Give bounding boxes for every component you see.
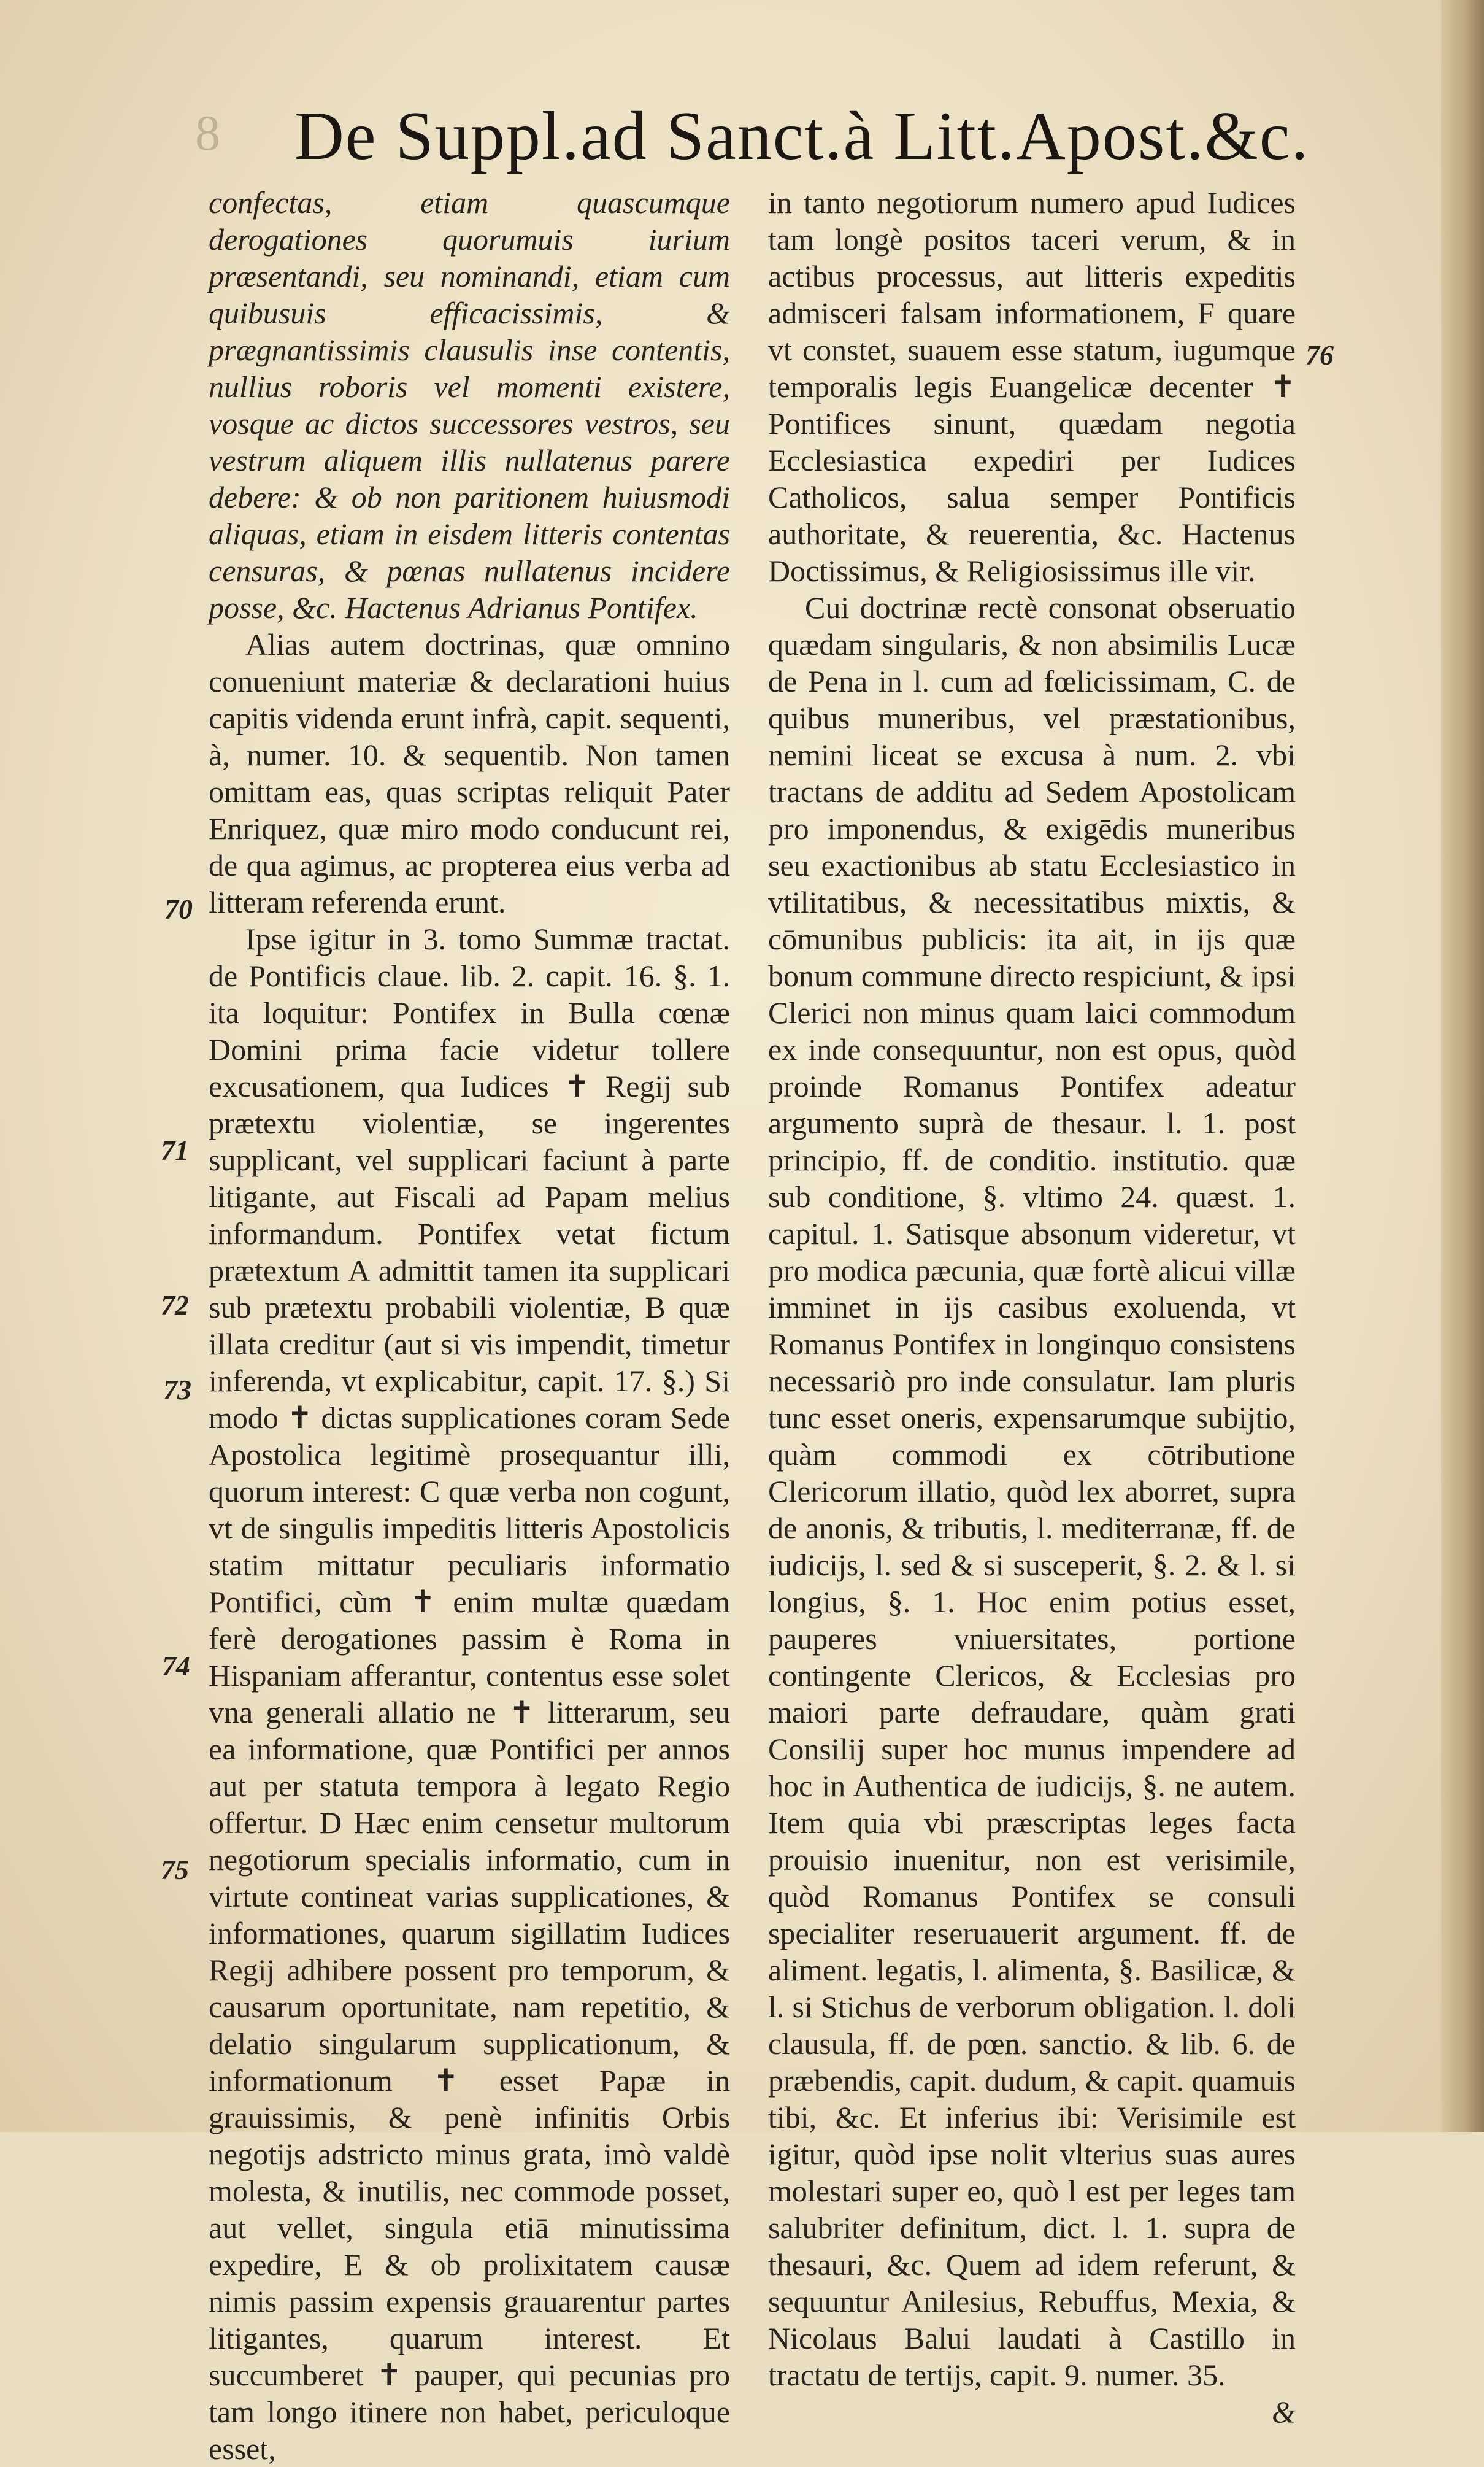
margin-number-70: 70 xyxy=(164,894,193,925)
margin-number-76: 76 xyxy=(1305,339,1334,371)
margin-number-74: 74 xyxy=(162,1650,190,1681)
margin-number-72: 72 xyxy=(161,1289,189,1321)
page-edge xyxy=(1441,0,1484,2132)
right-paragraph-2: Cui doctrinæ rectè consonat obseruatio quædam singularis, & non absimilis Lucæ de Pena in l. cum ad fœlicissimam, C. de quibus muneribus, vel præstationibus, nemini liceat se excusa à num. 2. vbi tractans de additu ad Sedem Apostolicam pro imponendus, & exigēdis muneribus seu exactionibus ab statu Ecclesiastico in vtilitatibus, & necessitatibus mixtis, & cōmunibus publicis: ita ait, in ijs quæ bonum commune directo respiciunt, & ipsi Clerici non minus quam laici commodum ex inde consequuntur, non est opus, quòd proinde Romanus Pontifex adeatur argumento suprà de thesaur. l. 1. post principio, ff. de conditio. institutio. quæ sub conditione, §. vltimo 24. quæst. 1. capitul. 1. Satisque absonum videretur, vt pro modica pæcunia, quæ fortè alicui villæ imminet in ijs casibus exoluenda, vt Romanus Pontifex in longinquo consistens necessariò pro inde consulatur. Iam pluris tunc esset oneris, expensarumque subijtio, quàm commodi ex cōtributione Clericorum illatio, quòd lex aborret, supra de anonis, & tributis, l. mediterranæ, ff. de iudicijs, l. sed & si susceperit, §. 2. & l. si longius, §. 1. Hoc enim potius esset, pauperes vniuersitates, portione contingente Clericos, & Ecclesias pro maiori parte defraudare, quàm grati Consilij super hoc munus impendere ad hoc in Authentica de iudicijs, §. ne autem. Item quia vbi præscriptas leges facta prouisio inuenitur, non est verisimile, quòd Romanus Pontifex se consuli specialiter reseruauerit argument. ff. de aliment. legatis, l. alimenta, §. Basilicæ, & l. si Stichus de verborum obligation. l. doli clausula, ff. de pœn. sanctio. & lib. 6. de præbendis, capit. dudum, & capit. quamuis tibi, &c. Et inferius ibi: Verisimile est igitur, quòd ipse nolit vlterius suas aures molestari super eo, quò l est per leges tam salubriter definitum, dict. l. 1. supra de thesauri, &c. Quem ad idem referunt, & sequuntur Anilesius, Rebuffus, Mexia, & Nicolaus Balui laudati à Castillo in tractatu de tertijs, capit. 9. numer. 35. xyxy=(768,590,1296,2392)
left-paragraph-2: Alias autem doctrinas, quæ omnino conueniunt materiæ & declarationi huius capitis videnda erunt infrà, capit. sequenti, à, numer. 10. & sequentib. Non tamen omittam eas, quas scriptas reliquit Pater Enriquez, quæ miro modo conducunt rei, de qua agimus, ac propterea eius verba ad litteram referenda erunt. xyxy=(209,627,730,919)
running-title: De Suppl.ad Sanct.à Litt.Apost.&c. xyxy=(294,98,1310,174)
right-column xyxy=(768,184,1296,2430)
margin-number-75: 75 xyxy=(161,1854,189,1885)
right-paragraph-1: in tanto negotiorum numero apud Iudices tam longè positos taceri verum, & in actibus processus, aut litteris expeditis admisceri falsam informationem, F quare vt constet, suauem esse statum, iugumque temporalis legis Euangelicæ decenter ✝ Pontifices sinunt, quædam negotia Ecclesiastica expediri per Iudices Catholicos, salua semper Pontificis authoritate, & reuerentia, &c. Hactenus Doctissimus, & Religiosissimus ille vir. xyxy=(768,185,1296,588)
catchword: & xyxy=(1272,2395,1296,2429)
margin-number-73: 73 xyxy=(163,1374,191,1405)
left-column xyxy=(209,184,730,2467)
margin-number-71: 71 xyxy=(161,1135,189,1166)
page-number: 8 xyxy=(195,105,220,161)
left-paragraph-3: Ipse igitur in 3. tomo Summæ tractat. de Pontificis claue. lib. 2. capit. 16. §. 1. ita loquitur: Pontifex in Bulla cœnæ Domini prima facie videtur tollere excusationem, qua Iudices ✝ Regij sub prætextu violentiæ, se ingerentes supplicant, vel supplicari faciunt à parte litigante, aut Fiscali ad Papam melius informandum. Pontifex vetat fictum prætextum A admittit tamen ita supplicari sub prætextu probabili violentiæ, B quæ illata creditur (aut si vis impendit, timetur inferenda, vt explicabitur, capit. 17. §.) Si modo ✝ dictas supplicationes coram Sede Apostolica legitimè prosequantur illi, quorum interest: C quæ verba non cogunt, vt de singulis impeditis litteris Apostolicis statim mittatur peculiaris informatio Pontifici, cùm ✝ enim multæ quædam ferè derogationes passim è Roma in Hispaniam afferantur, contentus esse solet vna generali allatio ne ✝ litterarum, seu ea informatione, quæ Pontifici per annos aut per statuta tempora à legato Regio offertur. D Hæc enim censetur multorum negotiorum specialis informatio, cum in virtute contineat varias supplicationes, & informationes, quarum sigillatim Iudices Regij adhibere possent pro temporum, & causarum oportunitate, nam repetitio, & delatio singularum supplicationum, & informationum ✝ esset Papæ in grauissimis, & penè infinitis Orbis negotijs adstricto minus grata, imò valdè molesta, & inutilis, nec commode posset, aut vellet, singula etiā minutissima expedire, E & ob prolixitatem causæ nimis passim expensis grauarentur partes litigantes, quarum interest. Et succumberet ✝ pauper, qui pecunias pro tam longo itinere non habet, periculoque esset, xyxy=(209,922,730,2466)
left-paragraph-1: confectas, etiam quascumque derogationes quorumuis iurium præsentandi, seu nominandi, etiam cum quibusuis efficacissimis, & prægnantissimis clausulis inse contentis, nullius roboris vel momenti existere, vosque ac dictos successores vestros, seu vestrum aliquem illis nullatenus parere debere: & ob non paritionem huiusmodi aliquas, etiam in eisdem litteris contentas censuras, & pœnas nullatenus incidere posse, &c. Hactenus Adrianus Pontifex. xyxy=(209,185,730,625)
